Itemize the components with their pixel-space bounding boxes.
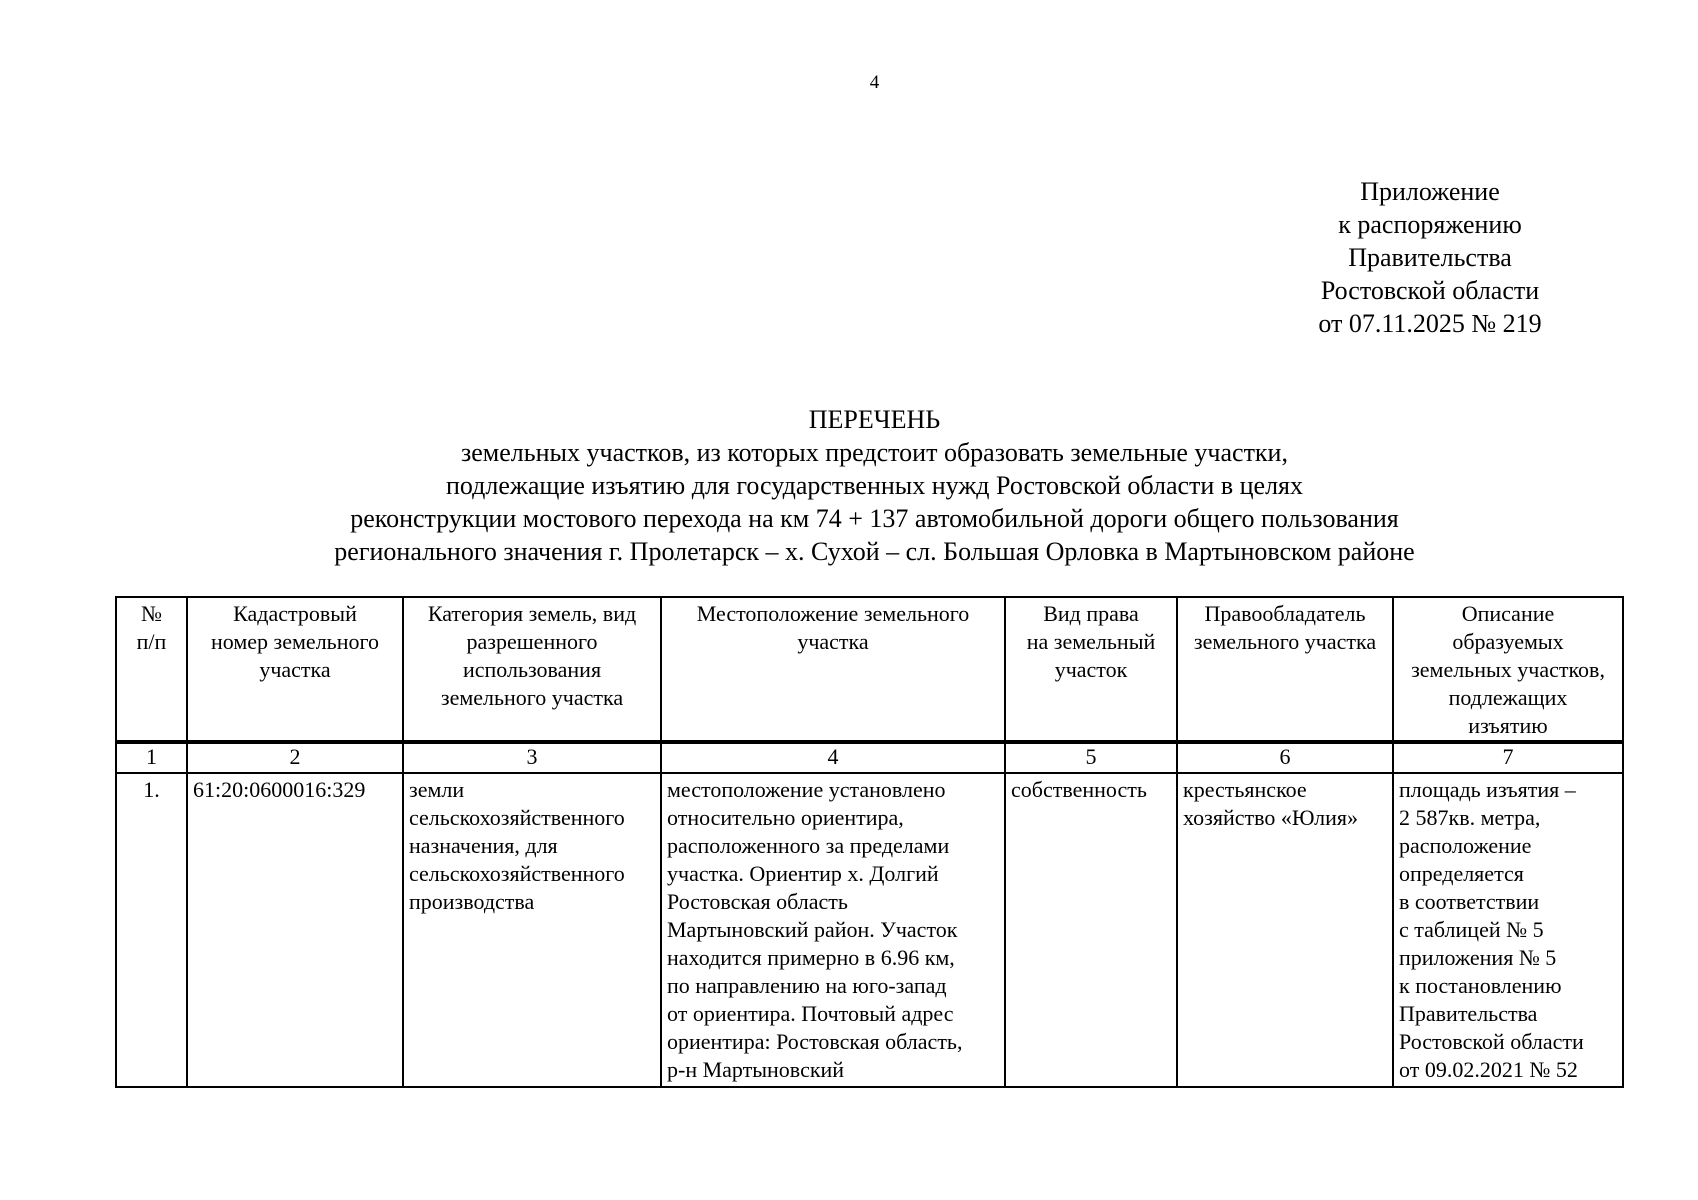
appendix-line: Правительства — [1348, 243, 1512, 272]
header-cell-number: № п/п — [116, 597, 187, 742]
appendix-line: к распоряжению — [1338, 210, 1522, 239]
page-number: 4 — [869, 72, 880, 93]
header-cell-cadastral: Кадастровый номер земельного участка — [187, 597, 403, 742]
appendix-line: Ростовской области — [1320, 276, 1540, 305]
title-line: подлежащие изъятию для государственных нужд Ростовской области в целях — [446, 471, 1303, 500]
appendix-line: от 07.11.2025 № 219 — [1318, 309, 1542, 338]
header-cell-holder: Правообладатель земельного участка — [1177, 597, 1393, 742]
description-cell: площадь изъятия – 2 587кв. метра, расположение определяется в соответствии с таблицей № 5 приложения № 5 к постановлению Правительства Ростовской области от 09.02.2021 № 52 — [1393, 773, 1623, 1087]
column-number: 7 — [1393, 742, 1623, 773]
table-header-row — [116, 597, 1623, 742]
land-category-cell: земли сельскохозяйственного назначения, для сельскохозяйственного производства — [403, 773, 661, 1087]
land-plots-table — [115, 596, 1624, 1088]
header-cell-description: Описание образуемых земельных участков, подлежащих изъятию — [1393, 597, 1623, 742]
document-title — [80, 403, 1669, 568]
header-cell-right: Вид права на земельный участок — [1005, 597, 1177, 742]
title-line: реконструкции мостового перехода на км 74 + 137 автомобильной дороги общего пользования — [350, 504, 1399, 533]
location-cell: местоположение установлено относительно ориентира, расположенного за пределами участка. Ориентир х. Долгий Ростовская область Мартыновский район. Участок находится примерно в 6.96 км, по направлению на юго-запад от ориентира. Почтовый адрес ориентира: Ростовская область, р-н Мартыновский — [661, 773, 1005, 1087]
header-cell-location: Местоположение земельного участка — [661, 597, 1005, 742]
table-row — [116, 773, 1623, 1087]
appendix-block — [1250, 175, 1610, 340]
column-number: 1 — [116, 742, 187, 773]
column-number-row — [116, 742, 1623, 773]
column-number: 4 — [661, 742, 1005, 773]
column-number: 5 — [1005, 742, 1177, 773]
cadastral-number-cell: 61:20:0600016:329 — [187, 773, 403, 1087]
title-line: регионального значения г. Пролетарск – х. Сухой – сл. Большая Орловка в Мартыновском районе — [334, 537, 1415, 566]
appendix-line: Приложение — [1360, 177, 1500, 206]
right-type-cell: собственность — [1005, 773, 1177, 1087]
holder-cell: крестьянское хозяйство «Юлия» — [1177, 773, 1393, 1087]
column-number: 2 — [187, 742, 403, 773]
row-number-cell: 1. — [116, 773, 187, 1087]
column-number: 6 — [1177, 742, 1393, 773]
column-number: 3 — [403, 742, 661, 773]
title-heading: ПЕРЕЧЕНЬ — [808, 405, 941, 434]
header-cell-category: Категория земель, вид разрешенного использования земельного участка — [403, 597, 661, 742]
title-line: земельных участков, из которых предстоит образовать земельные участки, — [461, 438, 1288, 467]
